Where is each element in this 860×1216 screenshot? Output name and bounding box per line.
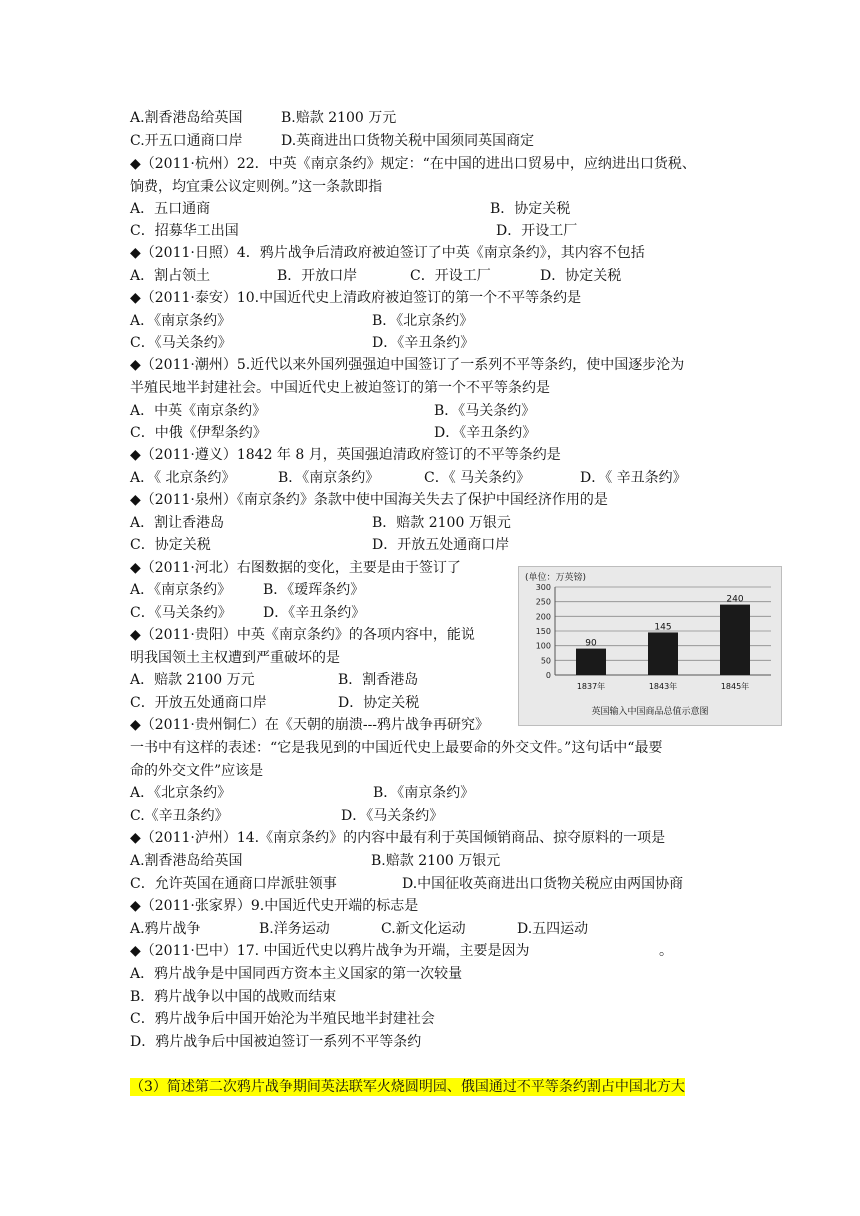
text-line: ◆（2011·泰安）10.中国近代史上清政府被迫签订的第一个不平等条约是 bbox=[130, 290, 582, 306]
text-line: C．《马关条约》 bbox=[130, 335, 232, 351]
option-text: B．协定关税 bbox=[490, 201, 571, 217]
text-line: A．割占领土 bbox=[130, 268, 211, 284]
x-tick-label: 1845年 bbox=[720, 682, 750, 691]
text-line: C．允许英国在通商口岸派驻领事 bbox=[130, 876, 337, 892]
text-line: C．中俄《伊犁条约》 bbox=[130, 425, 267, 441]
x-tick-label: 1843年 bbox=[648, 682, 678, 691]
option-text: B．赔款 2100 万银元 bbox=[372, 515, 511, 531]
text-line: C.《辛丑条约》 bbox=[130, 808, 229, 824]
text-line: A．《南京条约》 bbox=[130, 582, 232, 598]
text-line: ◆（2011·河北）右图数据的变化，主要是由于签订了 bbox=[130, 560, 461, 576]
bar bbox=[648, 632, 678, 675]
text-line: C．招募华工出国 bbox=[130, 223, 239, 239]
text-line: ◆（2011·日照）4．鸦片战争后清政府被迫签订了中英《南京条约》，其内容不包括 bbox=[130, 245, 645, 261]
x-tick-label: 1837年 bbox=[576, 682, 606, 691]
option-text: D．《辛丑条约》 bbox=[434, 425, 537, 441]
option-text: D．《辛丑条约》 bbox=[263, 605, 366, 621]
option-text: B．《瑷珲条约》 bbox=[263, 582, 365, 598]
text-line: 命的外交文件”应该是 bbox=[130, 763, 264, 779]
option-text: D．协定关税 bbox=[540, 268, 622, 284]
option-text: D.中国征收英商进出口货物关税应由两国协商 bbox=[402, 876, 684, 892]
text-line: A．《 北京条约》 bbox=[130, 470, 236, 486]
text-line: A．中英《南京条约》 bbox=[130, 403, 267, 419]
text-line: C．开放五处通商口岸 bbox=[130, 695, 267, 711]
text-line: A．赔款 2100 万元 bbox=[130, 672, 255, 688]
y-tick-label: 250 bbox=[535, 597, 551, 607]
text-line: A.割香港岛给英国 bbox=[130, 853, 243, 869]
chart-title: (单位：万英镑) bbox=[525, 573, 587, 583]
y-tick-label: 100 bbox=[535, 641, 551, 651]
y-tick-label: 0 bbox=[545, 671, 551, 680]
y-tick-label: 200 bbox=[535, 612, 551, 622]
option-text: B．《南京条约》 bbox=[373, 785, 475, 801]
text-line: D．鸦片战争后中国被迫签订一系列不平等条约 bbox=[130, 1034, 422, 1050]
text-line: 明我国领土主权遭到严重破坏的是 bbox=[130, 650, 340, 666]
trade-value-chart bbox=[518, 566, 782, 726]
bar-chart bbox=[519, 567, 781, 725]
data-label: 240 bbox=[726, 594, 744, 605]
text-line: A．《北京条约》 bbox=[130, 785, 232, 801]
option-text: D．《 辛丑条约》 bbox=[580, 470, 687, 486]
text-line: 饷费，均宜秉公议定则例。”这一条款即指 bbox=[130, 179, 383, 195]
text-line: A．鸦片战争是中国同西方资本主义国家的第一次较量 bbox=[130, 966, 463, 982]
text-line: A．五口通商 bbox=[130, 201, 211, 217]
option-text: B．《南京条约》 bbox=[278, 470, 380, 486]
text-line: 半殖民地半封建社会。中国近代史上被迫签订的第一个不平等条约是 bbox=[130, 380, 550, 396]
option-text: C．《 马关条约》 bbox=[424, 470, 531, 486]
option-text: D．开设工厂 bbox=[496, 223, 578, 239]
text-line: C.开五口通商口岸 bbox=[130, 133, 243, 149]
option-text: D．开放五处通商口岸 bbox=[372, 537, 510, 553]
option-text: D．《马关条约》 bbox=[341, 808, 444, 824]
option-text: B.洋务运动 bbox=[259, 921, 330, 937]
y-tick-label: 50 bbox=[540, 656, 551, 666]
bar bbox=[576, 649, 606, 675]
y-tick-label: 300 bbox=[535, 583, 551, 592]
option-text: B．《北京条约》 bbox=[372, 313, 474, 329]
text-line: ◆（2011·泉州）《南京条约》条款中使中国海关失去了保护中国经济作用的是 bbox=[130, 492, 608, 508]
text-line: A．割让香港岛 bbox=[130, 515, 225, 531]
text-line: 一书中有这样的表述：“它是我见到的中国近代史上最要命的外交文件。”这句话中“最要 bbox=[130, 740, 663, 756]
option-text: B．《马关条约》 bbox=[434, 403, 536, 419]
option-text: B.赔款 2100 万银元 bbox=[371, 853, 501, 869]
option-text: D.英商进出口货物关税中国须同英国商定 bbox=[281, 133, 535, 149]
option-text: B.赔款 2100 万元 bbox=[281, 110, 397, 126]
text-line: C．《马关条约》 bbox=[130, 605, 232, 621]
option-text: C.新文化运动 bbox=[381, 921, 466, 937]
option-text: 。 bbox=[659, 943, 673, 959]
text-line: A．《南京条约》 bbox=[130, 313, 232, 329]
text-line: ◆（2011·遵义）1842 年 8 月，英国强迫清政府签订的不平等条约是 bbox=[130, 447, 561, 463]
data-label: 90 bbox=[585, 638, 597, 649]
chart-caption: 英国输入中国商品总值示意图 bbox=[591, 707, 709, 717]
data-label: 145 bbox=[654, 622, 672, 633]
text-line: ◆（2011·杭州）22．中英《南京条约》规定：“在中国的进出口贸易中，应纳进出口货税、 bbox=[130, 156, 696, 172]
text-line: C．协定关税 bbox=[130, 537, 211, 553]
option-text: D．《辛丑条约》 bbox=[372, 335, 475, 351]
text-line: ◆（2011·贵州铜仁）在《天朝的崩溃---鸦片战争再研究》 bbox=[130, 717, 490, 733]
option-text: D．协定关税 bbox=[338, 695, 420, 711]
option-text: D.五四运动 bbox=[517, 921, 589, 937]
text-line: ◆（2011·贵阳）中英《南京条约》的各项内容中，能说 bbox=[130, 627, 475, 643]
text-line: A.割香港岛给英国 bbox=[130, 110, 243, 126]
text-line: ◆（2011·潮州）5.近代以来外国列强强迫中国签订了一系列不平等条约，使中国逐步沦为 bbox=[130, 357, 685, 373]
text-line: A.鸦片战争 bbox=[130, 921, 201, 937]
text-line: ◆（2011·泸州）14.《南京条约》的内容中最有利于英国倾销商品、掠夺原料的一项是 bbox=[130, 830, 666, 846]
text-line: ◆（2011·张家界）9.中国近代史开端的标志是 bbox=[130, 898, 419, 914]
text-line: ◆（2011·巴中）17. 中国近代史以鸦片战争为开端，主要是因为 bbox=[130, 943, 530, 959]
option-text: B．开放口岸 bbox=[277, 268, 358, 284]
highlighted-question: （3）简述第二次鸦片战争期间英法联军火烧圆明园、俄国通过不平等条约割占中国北方大 bbox=[130, 1079, 685, 1095]
text-line: B．鸦片战争以中国的战败而结束 bbox=[130, 989, 337, 1005]
option-text: C．开设工厂 bbox=[410, 268, 491, 284]
option-text: B．割香港岛 bbox=[338, 672, 419, 688]
bar bbox=[720, 605, 750, 675]
text-line: C．鸦片战争后中国开始沦为半殖民地半封建社会 bbox=[130, 1011, 435, 1027]
y-tick-label: 150 bbox=[535, 627, 551, 636]
